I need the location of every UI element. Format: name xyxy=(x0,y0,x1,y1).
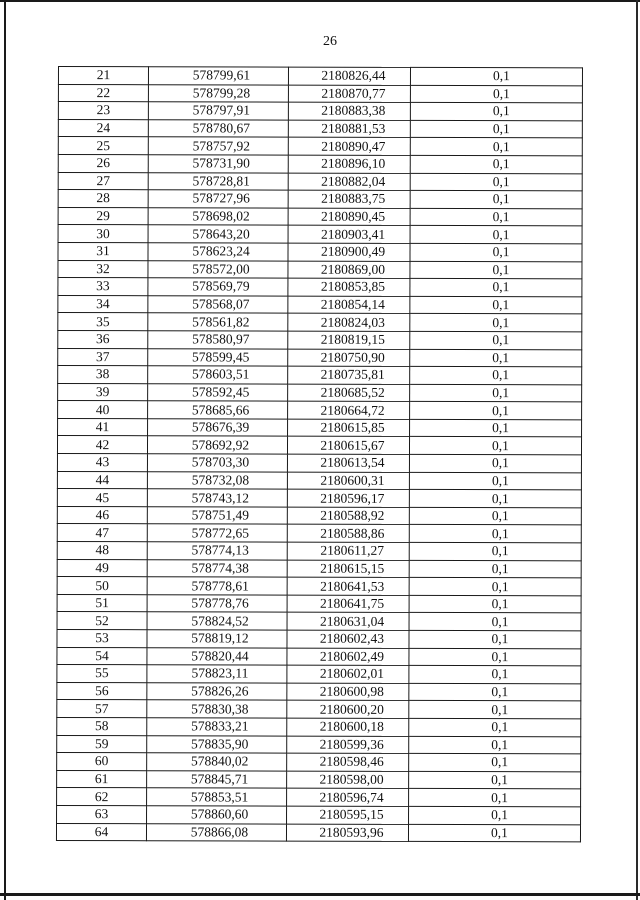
x-coordinate-cell: 578799,28 xyxy=(148,84,288,102)
y-coordinate-cell: 2180870,77 xyxy=(288,85,410,103)
y-coordinate-cell: 2180615,15 xyxy=(287,560,409,578)
point-number-cell: 49 xyxy=(57,559,147,577)
x-coordinate-cell: 578830,38 xyxy=(147,700,287,718)
accuracy-cell: 0,1 xyxy=(410,138,582,156)
x-coordinate-cell: 578561,82 xyxy=(148,313,288,331)
y-coordinate-cell: 2180611,27 xyxy=(287,542,409,560)
point-number-cell: 55 xyxy=(57,665,147,683)
y-coordinate-cell: 2180735,81 xyxy=(288,366,410,384)
accuracy-cell: 0,1 xyxy=(410,331,582,349)
y-coordinate-cell: 2180595,15 xyxy=(287,806,409,824)
accuracy-cell: 0,1 xyxy=(409,683,581,701)
accuracy-cell: 0,1 xyxy=(410,191,582,209)
point-number-cell: 44 xyxy=(57,471,147,489)
accuracy-cell: 0,1 xyxy=(409,736,581,754)
x-coordinate-cell: 578685,66 xyxy=(148,401,288,419)
x-coordinate-cell: 578603,51 xyxy=(148,366,288,384)
accuracy-cell: 0,1 xyxy=(410,402,582,420)
x-coordinate-cell: 578797,91 xyxy=(148,102,288,120)
point-number-cell: 31 xyxy=(58,242,148,260)
y-coordinate-cell: 2180881,53 xyxy=(288,120,410,138)
accuracy-cell: 0,1 xyxy=(409,490,581,508)
table-row xyxy=(57,665,581,684)
y-coordinate-cell: 2180600,20 xyxy=(287,700,409,718)
table-row xyxy=(58,418,582,437)
table-row xyxy=(58,225,582,244)
accuracy-cell: 0,1 xyxy=(410,349,582,367)
accuracy-cell: 0,1 xyxy=(409,806,581,824)
point-number-cell: 42 xyxy=(57,436,147,454)
accuracy-cell: 0,1 xyxy=(409,789,581,807)
point-number-cell: 52 xyxy=(57,612,147,630)
accuracy-cell: 0,1 xyxy=(409,754,581,772)
y-coordinate-cell: 2180641,53 xyxy=(287,577,409,595)
y-coordinate-cell: 2180890,45 xyxy=(288,208,410,226)
table-row xyxy=(58,190,582,209)
y-coordinate-cell: 2180826,44 xyxy=(288,67,410,85)
accuracy-cell: 0,1 xyxy=(409,578,581,596)
point-number-cell: 35 xyxy=(58,313,148,331)
point-number-cell: 61 xyxy=(57,770,147,788)
point-number-cell: 28 xyxy=(58,190,148,208)
accuracy-cell: 0,1 xyxy=(410,314,582,332)
accuracy-cell: 0,1 xyxy=(410,279,582,297)
table-row xyxy=(57,753,581,772)
table-row xyxy=(58,366,582,385)
y-coordinate-cell: 2180896,10 xyxy=(288,155,410,173)
table-row xyxy=(57,594,581,613)
point-number-cell: 27 xyxy=(58,172,148,190)
point-number-cell: 40 xyxy=(58,401,148,419)
point-number-cell: 39 xyxy=(58,383,148,401)
x-coordinate-cell: 578820,44 xyxy=(147,647,287,665)
y-coordinate-cell: 2180600,31 xyxy=(287,472,409,490)
point-number-cell: 33 xyxy=(58,278,148,296)
y-coordinate-cell: 2180602,43 xyxy=(287,630,409,648)
y-coordinate-cell: 2180600,98 xyxy=(287,683,409,701)
x-coordinate-cell: 578840,02 xyxy=(147,753,287,771)
y-coordinate-cell: 2180588,86 xyxy=(287,525,409,543)
point-number-cell: 63 xyxy=(57,805,147,823)
accuracy-cell: 0,1 xyxy=(410,226,582,244)
table-row xyxy=(57,524,581,543)
x-coordinate-cell: 578799,61 xyxy=(148,67,288,85)
x-coordinate-cell: 578860,60 xyxy=(147,806,287,824)
table-row xyxy=(58,172,582,191)
point-number-cell: 29 xyxy=(58,207,148,225)
accuracy-cell: 0,1 xyxy=(410,243,582,261)
table-row xyxy=(58,383,582,402)
accuracy-cell: 0,1 xyxy=(410,173,582,191)
table-row xyxy=(58,313,582,332)
x-coordinate-cell: 578569,79 xyxy=(148,278,288,296)
accuracy-cell: 0,1 xyxy=(410,103,582,121)
table-row xyxy=(57,647,581,666)
y-coordinate-cell: 2180890,47 xyxy=(288,137,410,155)
table-row xyxy=(58,137,582,156)
y-coordinate-cell: 2180598,46 xyxy=(287,753,409,771)
table-row xyxy=(57,805,581,824)
table-row xyxy=(57,454,581,473)
y-coordinate-cell: 2180900,49 xyxy=(288,243,410,261)
x-coordinate-cell: 578698,02 xyxy=(148,207,288,225)
accuracy-cell: 0,1 xyxy=(409,542,581,560)
table-row xyxy=(57,788,581,807)
x-coordinate-cell: 578835,90 xyxy=(147,735,287,753)
point-number-cell: 21 xyxy=(58,67,148,85)
y-coordinate-cell: 2180854,14 xyxy=(288,296,410,314)
table-row xyxy=(58,102,582,121)
point-number-cell: 23 xyxy=(58,102,148,120)
point-number-cell: 43 xyxy=(57,454,147,472)
point-number-cell: 37 xyxy=(58,348,148,366)
table-row xyxy=(58,84,582,103)
x-coordinate-cell: 578568,07 xyxy=(148,295,288,313)
y-coordinate-cell: 2180600,18 xyxy=(287,718,409,736)
table-row xyxy=(58,260,582,279)
coordinates-table xyxy=(56,66,583,842)
accuracy-cell: 0,1 xyxy=(409,507,581,525)
scan-border-top xyxy=(0,0,640,2)
x-coordinate-cell: 578703,30 xyxy=(147,454,287,472)
table-row xyxy=(57,770,581,789)
point-number-cell: 50 xyxy=(57,577,147,595)
x-coordinate-cell: 578643,20 xyxy=(148,225,288,243)
x-coordinate-cell: 578824,52 xyxy=(147,612,287,630)
scan-border-bottom xyxy=(0,893,640,896)
accuracy-cell: 0,1 xyxy=(410,120,582,138)
x-coordinate-cell: 578772,65 xyxy=(147,524,287,542)
point-number-cell: 30 xyxy=(58,225,148,243)
point-number-cell: 32 xyxy=(58,260,148,278)
scan-border-right xyxy=(636,0,638,900)
point-number-cell: 54 xyxy=(57,647,147,665)
y-coordinate-cell: 2180596,74 xyxy=(287,788,409,806)
table-row xyxy=(58,278,582,297)
table-row xyxy=(57,471,581,490)
x-coordinate-cell: 578676,39 xyxy=(148,419,288,437)
y-coordinate-cell: 2180631,04 xyxy=(287,613,409,631)
x-coordinate-cell: 578743,12 xyxy=(147,489,287,507)
accuracy-cell: 0,1 xyxy=(410,155,582,173)
scan-border-left xyxy=(4,0,6,900)
table-row xyxy=(57,629,581,648)
point-number-cell: 36 xyxy=(58,330,148,348)
y-coordinate-cell: 2180615,85 xyxy=(288,419,410,437)
accuracy-cell: 0,1 xyxy=(410,261,582,279)
table-row xyxy=(57,735,581,754)
y-coordinate-cell: 2180602,01 xyxy=(287,665,409,683)
table-row xyxy=(57,436,581,455)
table-row xyxy=(58,348,582,367)
table-row xyxy=(58,67,582,86)
x-coordinate-cell: 578580,97 xyxy=(148,331,288,349)
point-number-cell: 59 xyxy=(57,735,147,753)
accuracy-cell: 0,1 xyxy=(409,525,581,543)
x-coordinate-cell: 578728,81 xyxy=(148,172,288,190)
table-row xyxy=(57,717,581,736)
y-coordinate-cell: 2180883,75 xyxy=(288,190,410,208)
table-row xyxy=(57,577,581,596)
x-coordinate-cell: 578853,51 xyxy=(147,788,287,806)
point-number-cell: 38 xyxy=(58,366,148,384)
y-coordinate-cell: 2180685,52 xyxy=(288,384,410,402)
y-coordinate-cell: 2180819,15 xyxy=(288,331,410,349)
y-coordinate-cell: 2180615,67 xyxy=(287,437,409,455)
table-row xyxy=(56,823,580,842)
point-number-cell: 56 xyxy=(57,682,147,700)
page-number: 26 xyxy=(323,34,337,49)
y-coordinate-cell: 2180824,03 xyxy=(288,313,410,331)
y-coordinate-cell: 2180596,17 xyxy=(287,489,409,507)
y-coordinate-cell: 2180641,75 xyxy=(287,595,409,613)
point-number-cell: 34 xyxy=(58,295,148,313)
y-coordinate-cell: 2180598,00 xyxy=(287,771,409,789)
y-coordinate-cell: 2180853,85 xyxy=(288,278,410,296)
x-coordinate-cell: 578778,61 xyxy=(147,577,287,595)
accuracy-cell: 0,1 xyxy=(409,437,581,455)
accuracy-cell: 0,1 xyxy=(410,67,582,85)
x-coordinate-cell: 578592,45 xyxy=(148,383,288,401)
accuracy-cell: 0,1 xyxy=(410,419,582,437)
accuracy-cell: 0,1 xyxy=(409,454,581,472)
table-row xyxy=(58,401,582,420)
y-coordinate-cell: 2180882,04 xyxy=(288,173,410,191)
table-row xyxy=(57,506,581,525)
x-coordinate-cell: 578731,90 xyxy=(148,155,288,173)
x-coordinate-cell: 578774,13 xyxy=(147,542,287,560)
point-number-cell: 24 xyxy=(58,119,148,137)
coordinates-table-body xyxy=(56,67,582,842)
y-coordinate-cell: 2180613,54 xyxy=(287,454,409,472)
x-coordinate-cell: 578833,21 xyxy=(147,718,287,736)
accuracy-cell: 0,1 xyxy=(409,771,581,789)
accuracy-cell: 0,1 xyxy=(410,296,582,314)
x-coordinate-cell: 578727,96 xyxy=(148,190,288,208)
x-coordinate-cell: 578599,45 xyxy=(148,348,288,366)
x-coordinate-cell: 578845,71 xyxy=(147,770,287,788)
table-row xyxy=(57,612,581,631)
accuracy-cell: 0,1 xyxy=(409,595,581,613)
y-coordinate-cell: 2180903,41 xyxy=(288,225,410,243)
x-coordinate-cell: 578757,92 xyxy=(148,137,288,155)
point-number-cell: 58 xyxy=(57,717,147,735)
point-number-cell: 26 xyxy=(58,154,148,172)
x-coordinate-cell: 578866,08 xyxy=(146,823,286,841)
point-number-cell: 62 xyxy=(57,788,147,806)
accuracy-cell: 0,1 xyxy=(409,701,581,719)
accuracy-cell: 0,1 xyxy=(409,560,581,578)
point-number-cell: 22 xyxy=(58,84,148,102)
x-coordinate-cell: 578780,67 xyxy=(148,120,288,138)
accuracy-cell: 0,1 xyxy=(410,384,582,402)
x-coordinate-cell: 578826,26 xyxy=(147,683,287,701)
table-row xyxy=(57,542,581,561)
point-number-cell: 25 xyxy=(58,137,148,155)
y-coordinate-cell: 2180883,38 xyxy=(288,102,410,120)
table-row xyxy=(58,154,582,173)
point-number-cell: 57 xyxy=(57,700,147,718)
accuracy-cell: 0,1 xyxy=(409,648,581,666)
accuracy-cell: 0,1 xyxy=(409,666,581,684)
table-row xyxy=(58,207,582,226)
accuracy-cell: 0,1 xyxy=(409,718,581,736)
y-coordinate-cell: 2180869,00 xyxy=(288,261,410,279)
table-row xyxy=(58,242,582,261)
table-row xyxy=(57,489,581,508)
point-number-cell: 53 xyxy=(57,629,147,647)
table-row xyxy=(58,295,582,314)
x-coordinate-cell: 578572,00 xyxy=(148,260,288,278)
point-number-cell: 64 xyxy=(56,823,146,841)
table-row xyxy=(58,330,582,349)
y-coordinate-cell: 2180588,92 xyxy=(287,507,409,525)
accuracy-cell: 0,1 xyxy=(410,208,582,226)
accuracy-cell: 0,1 xyxy=(408,824,580,842)
y-coordinate-cell: 2180599,36 xyxy=(287,736,409,754)
accuracy-cell: 0,1 xyxy=(409,613,581,631)
point-number-cell: 60 xyxy=(57,753,147,771)
accuracy-cell: 0,1 xyxy=(410,367,582,385)
point-number-cell: 46 xyxy=(57,506,147,524)
table-row xyxy=(58,119,582,138)
y-coordinate-cell: 2180593,96 xyxy=(286,824,408,842)
x-coordinate-cell: 578623,24 xyxy=(148,243,288,261)
point-number-cell: 51 xyxy=(57,594,147,612)
x-coordinate-cell: 578732,08 xyxy=(147,471,287,489)
accuracy-cell: 0,1 xyxy=(409,472,581,490)
x-coordinate-cell: 578823,11 xyxy=(147,665,287,683)
x-coordinate-cell: 578774,38 xyxy=(147,559,287,577)
point-number-cell: 47 xyxy=(57,524,147,542)
y-coordinate-cell: 2180602,49 xyxy=(287,648,409,666)
table-row xyxy=(57,682,581,701)
table-row xyxy=(57,700,581,719)
point-number-cell: 41 xyxy=(58,418,148,436)
x-coordinate-cell: 578692,92 xyxy=(147,436,287,454)
table-row xyxy=(57,559,581,578)
x-coordinate-cell: 578819,12 xyxy=(147,630,287,648)
accuracy-cell: 0,1 xyxy=(409,630,581,648)
point-number-cell: 45 xyxy=(57,489,147,507)
x-coordinate-cell: 578778,76 xyxy=(147,595,287,613)
accuracy-cell: 0,1 xyxy=(410,85,582,103)
y-coordinate-cell: 2180750,90 xyxy=(288,349,410,367)
point-number-cell: 48 xyxy=(57,542,147,560)
x-coordinate-cell: 578751,49 xyxy=(147,507,287,525)
y-coordinate-cell: 2180664,72 xyxy=(288,401,410,419)
